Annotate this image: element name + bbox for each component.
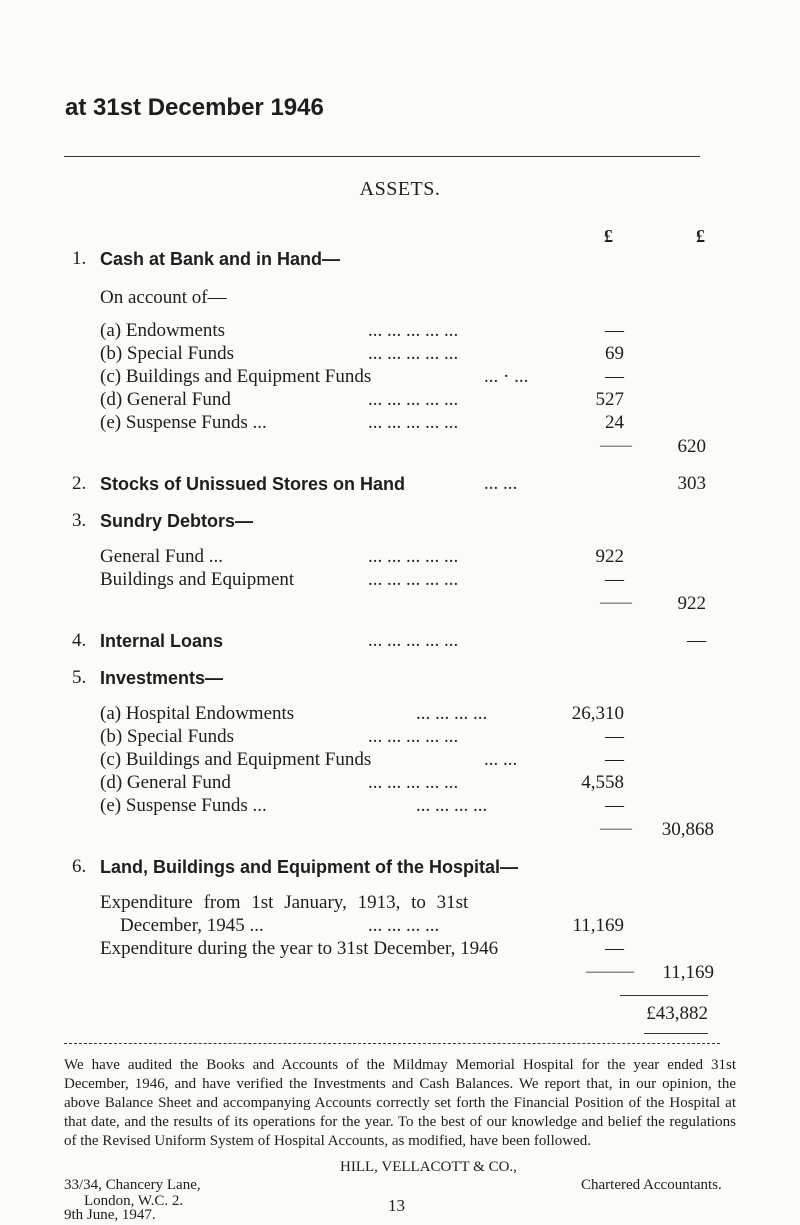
section-title: Cash at Bank and in Hand— — [100, 249, 341, 269]
section-number: 3. — [72, 510, 87, 531]
leader-dots: ... ... ... ... — [368, 915, 440, 936]
item-label: December, 1945 ... — [120, 915, 264, 936]
item-value: — — [605, 795, 624, 816]
item-value: 11,169 — [572, 915, 624, 936]
item-value: 24 — [605, 412, 624, 433]
item-label: (b) Special Funds — [100, 726, 235, 747]
item-label: Buildings and Equipment — [100, 569, 295, 590]
leader-dots: ... ... ... ... — [416, 795, 488, 816]
section-total: 922 — [677, 593, 706, 614]
grand-total: £43,882 — [646, 1003, 708, 1024]
subtotal-dash: ——— — [586, 963, 634, 980]
top-divider — [64, 156, 700, 157]
item-value: — — [605, 320, 624, 341]
item-value: 922 — [595, 546, 624, 567]
item-value: — — [605, 366, 624, 387]
item-value: 26,310 — [571, 703, 624, 724]
leader-dots: ... ... ... ... ... — [368, 412, 459, 433]
section-number: 5. — [72, 667, 87, 688]
item-value: — — [605, 938, 624, 959]
section-total: 620 — [677, 436, 706, 457]
leader-dots: ... ... ... ... ... — [368, 320, 459, 341]
item-label: (b) Special Funds — [100, 343, 235, 364]
section-title: Internal Loans — [100, 631, 224, 651]
auditor-title: Chartered Accountants. — [581, 1177, 722, 1193]
auditor-firm: HILL, VELLACOTT & CO., — [340, 1159, 517, 1175]
section-total: — — [687, 630, 706, 651]
leader-dots: ... ... ... ... ... — [368, 569, 459, 590]
item-label: General Fund ... — [100, 546, 223, 567]
section-number: 6. — [72, 856, 87, 877]
currency-column-2: £ — [696, 226, 705, 246]
item-label: Expenditure from 1st January, 1913, to 31st — [100, 892, 469, 913]
currency-column-1: £ — [604, 226, 613, 246]
section-title: Sundry Debtors— — [100, 511, 254, 531]
item-label: (a) Hospital Endowments — [100, 703, 295, 724]
section-number: 4. — [72, 630, 87, 651]
section-title: Land, Buildings and Equipment of the Hospital— — [100, 857, 518, 877]
item-value: 4,558 — [581, 772, 624, 793]
item-label: Expenditure during the year to 31st December, 1946 — [100, 938, 499, 959]
leader-dots: ... ... ... ... ... — [368, 630, 459, 651]
item-value: — — [605, 569, 624, 590]
leader-dots: ... ... ... ... ... — [368, 343, 459, 364]
item-label: (d) General Fund — [100, 389, 231, 410]
leader-dots: ... ... ... ... ... — [368, 772, 459, 793]
section-number: 2. — [72, 473, 87, 494]
section-total: 11,169 — [662, 962, 714, 983]
assets-title: ASSETS. — [359, 178, 441, 200]
page-number: 13 — [388, 1196, 405, 1215]
subtotal-dash: —— — [600, 437, 632, 454]
item-value: 69 — [605, 343, 624, 364]
auditor-address-line2: London, W.C. 2. — [84, 1193, 184, 1209]
audit-date: 9th June, 1947. — [64, 1207, 156, 1223]
item-value: 527 — [595, 389, 624, 410]
total-rule-top — [620, 995, 708, 996]
total-rule-bottom — [644, 1033, 708, 1034]
leader-dots: ... ... — [484, 473, 518, 494]
section-total: 30,868 — [661, 819, 714, 840]
bottom-divider — [64, 1043, 720, 1044]
leader-dots: ... ... ... ... ... — [368, 726, 459, 747]
auditor-address-line1: 33/34, Chancery Lane, — [64, 1177, 201, 1193]
subtotal-dash: —— — [600, 820, 632, 837]
page-header: at 31st December 1946 — [65, 94, 324, 121]
leader-dots: ... ... — [484, 749, 518, 770]
section-subtitle: On account of— — [100, 287, 227, 308]
item-label: (a) Endowments — [100, 320, 226, 341]
section-total: 303 — [677, 473, 706, 494]
audit-paragraph: We have audited the Books and Accounts of the Mildmay Memorial Hospital for the year ended 31st December, 1946, and have verified the Investments and Cash Balances. We report that, in our opinion, the above Balance Sheet and accompanying Accounts correctly set forth the Financial Position of the Hospital at that date, and the results of its operations for the year. To the best of our knowledge and belief the regulations of the Revised Uniform System of Hospital Accounts, as modified, have been followed. — [64, 1057, 736, 1149]
item-label: (c) Buildings and Equipment Funds — [100, 366, 372, 387]
item-label: (e) Suspense Funds ... — [100, 795, 267, 816]
leader-dots: ... ... ... ... ... — [368, 546, 459, 567]
item-label: (d) General Fund — [100, 772, 231, 793]
item-value: — — [605, 749, 624, 770]
section-title: Investments— — [100, 668, 224, 688]
leader-dots: ... ... ... ... ... — [368, 389, 459, 410]
leader-dots: ... ... ... ... — [416, 703, 488, 724]
item-value: — — [605, 726, 624, 747]
item-label: (c) Buildings and Equipment Funds — [100, 749, 372, 770]
section-title: Stocks of Unissued Stores on Hand — [100, 474, 406, 494]
item-label: (e) Suspense Funds ... — [100, 412, 267, 433]
section-number: 1. — [72, 248, 87, 269]
leader-dots: ... · ... — [484, 366, 529, 387]
subtotal-dash: —— — [600, 594, 632, 611]
